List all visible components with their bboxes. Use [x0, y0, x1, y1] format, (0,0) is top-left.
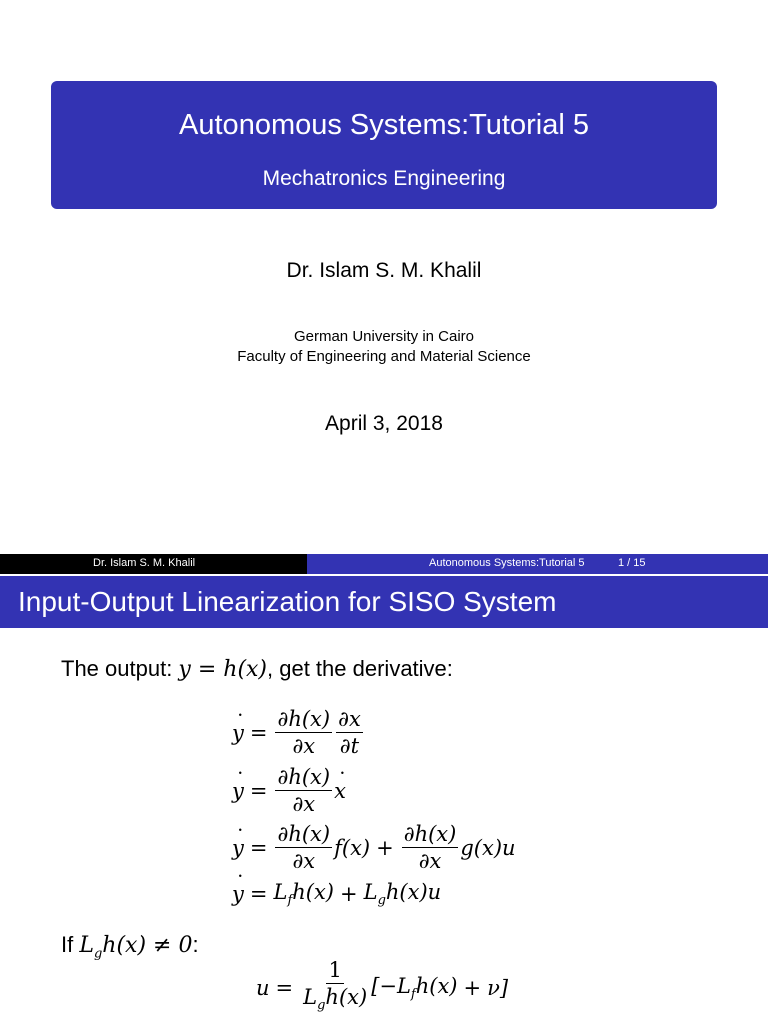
intro-line [61, 656, 453, 682]
frame-title-text: Input-Output Linearization for SISO System [18, 586, 557, 617]
institution-line-2: Faculty of Engineering and Material Science [237, 348, 531, 365]
presentation-date: April 3, 2018 [325, 412, 443, 435]
footer-right [307, 554, 768, 574]
equation-2: ˙ y = $\frac{\partial h(x)}{\partial x}$ ˙ x [232, 765, 346, 816]
presentation-subtitle: Mechatronics Engineering [262, 167, 506, 190]
condition-math: $L_gh(x) \ne 0$ [79, 933, 193, 962]
institution [0, 327, 768, 367]
footer-left [0, 554, 307, 574]
author-name: Dr. Islam S. M. Khalil [286, 259, 482, 282]
title-box [51, 81, 717, 209]
footer-bar [0, 554, 768, 574]
control-law-equation: u = $\frac{1}{L_gh(x)}$ [$-L_fh(x)$ + ν] [256, 958, 509, 1014]
frame-title [0, 576, 768, 628]
footer-title: Autonomous Systems:Tutorial 5 [429, 557, 585, 569]
intro-text: The output: [61, 656, 179, 681]
condition-text: If [61, 932, 80, 957]
equation-4: ˙ y = $L_fh(x)$ + $L_gh(x)u$ [232, 880, 441, 908]
condition-line [61, 932, 199, 961]
footer-page-number: 1 / 15 [618, 557, 646, 569]
condition-colon: : [192, 932, 199, 957]
footer-author: Dr. Islam S. M. Khalil [93, 557, 196, 569]
institution-line-1: German University in Cairo [293, 328, 475, 345]
output-equation: y = h(x) [178, 657, 268, 682]
equation-1: ˙ y = $\frac{\partial h(x)}{\partial x}$ $\frac{\partial x}{\partial t}$ [232, 707, 365, 758]
equation-3: ˙ y = $\frac{\partial h(x)}{\partial x}$ f(x) + $\frac{\partial h(x)}{\partial x}$ g(x)u [232, 822, 516, 873]
intro-text-tail: , get the derivative: [267, 656, 453, 681]
presentation-title: Autonomous Systems:Tutorial 5 [179, 109, 589, 141]
